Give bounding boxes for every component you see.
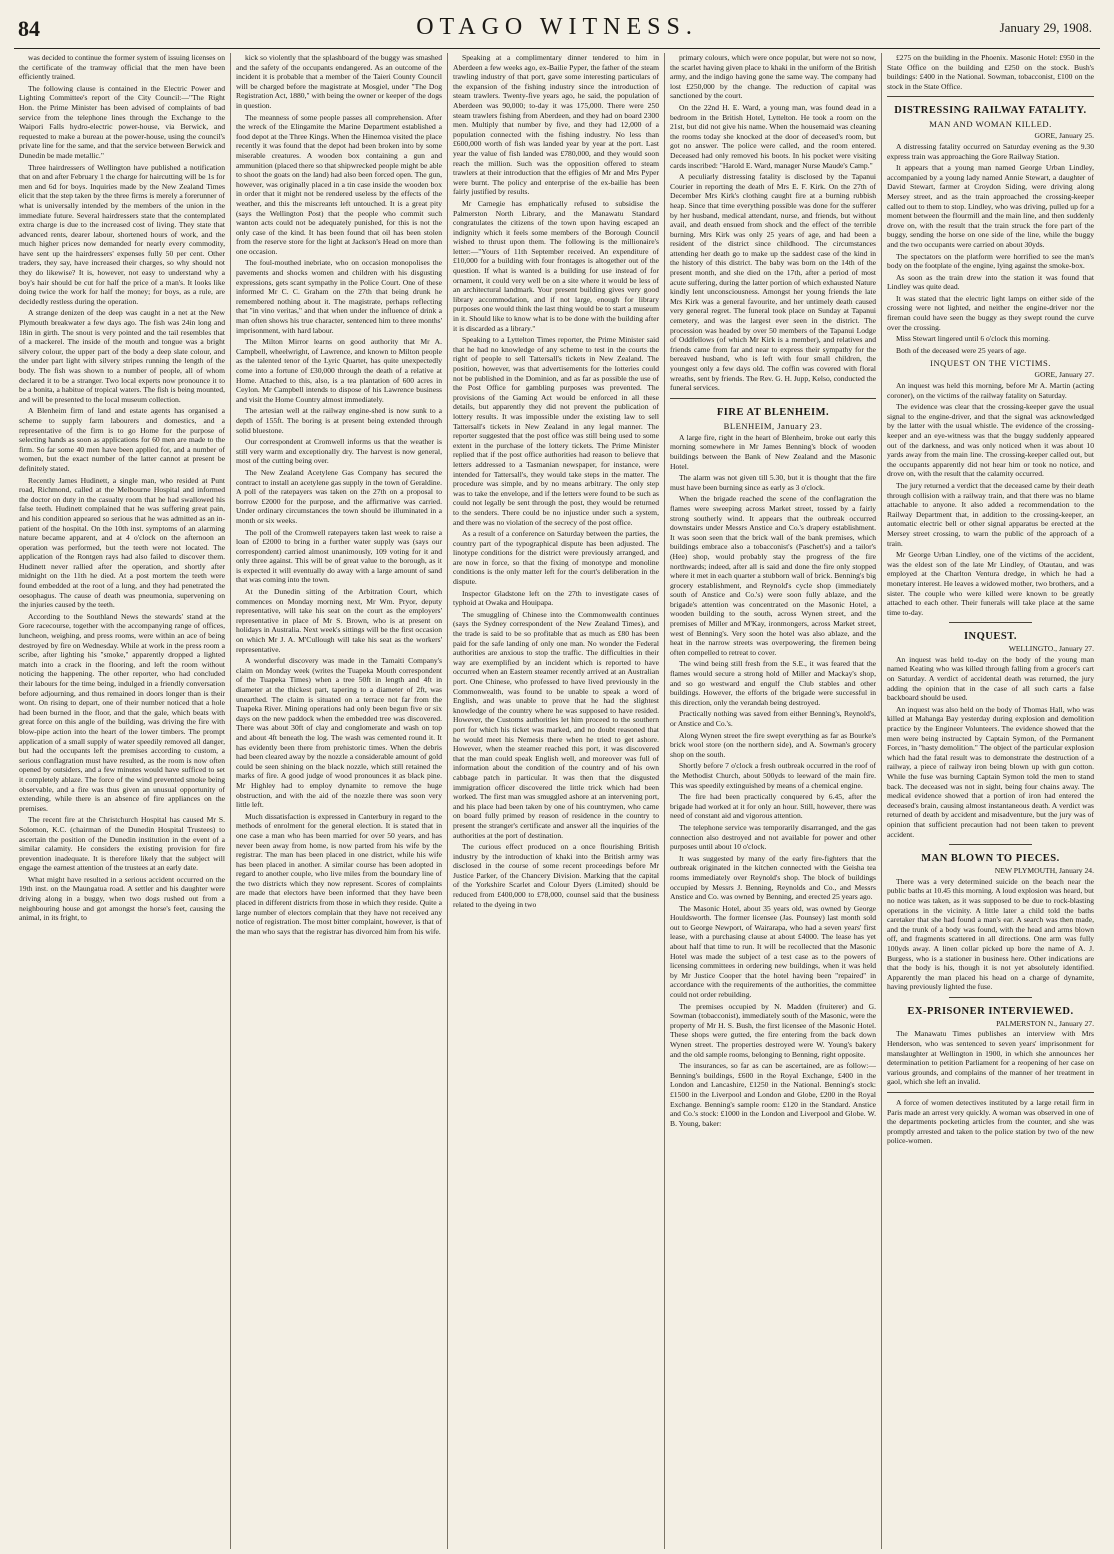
newspaper-title: OTAGO WITNESS. bbox=[416, 14, 698, 40]
news-paragraph: A distressing fatality occurred on Saturday evening as the 9.30 express train was approaching the Gore Railway Station. bbox=[887, 141, 1094, 161]
section-rule bbox=[949, 622, 1032, 623]
news-paragraph: kick so violently that the splashboard of the buggy was smashed and the safety of the occupants endangered. As an outcome of the incident it is probable that a member of the Taieri County Council will be charged before the magistrate at Mosgiel, under "The Dog Registration Act, 1880," with being the owner or keeper of the dogs in question. bbox=[236, 53, 442, 110]
news-paragraph: Shortly before 7 o'clock a fresh outbreak occurred in the roof of the Methodist Church, about 500yds to leeward of the main fire. This was speedily extinguished by means of a chemical engine. bbox=[670, 761, 876, 790]
issue-date: January 29, 1908. bbox=[999, 20, 1092, 35]
column-4-news bbox=[670, 53, 876, 393]
column-5 bbox=[882, 53, 1099, 1549]
news-paragraph: The meanness of some people passes all comprehension. After the wreck of the Elingamite the Marine Department established a food depot at the Three Kings. When the Hinemoa visited the place recently it was found that the depot had been broken into by some miserable creatures. A wooden box containing a gun and ammunition (placed there so that shipwrecked people might be able to shoot the goats on the land) had also been forced open. The gun, however, was originally placed in a tin case inside the wooden box in order that it might not be rendered useless by the effects of the weather, and this the miscreants left untouched. It is a great pity (says the Wellington Post) that the people who commit such wanton acts could not be adequately punished, for this is not the only case of the kind. It has been found that oil has been stolen from the reserve store for the light at Jackson's Head on more than one occasion. bbox=[236, 112, 442, 256]
news-paragraph: The recent fire at the Christchurch Hospital has caused Mr S. Solomon, K.C. (chairman of the Dunedin Hospital Trustees) to ascertain the position of the Dunedin institution in the event of a similar calamity. He considers the existing provision for fire prevention inadequate. It is therefore likely that the subject will engage the earnest attention of the trustees at an early date. bbox=[19, 815, 225, 873]
news-paragraph: A strange denizen of the deep was caught in a net at the New Plymouth breakwater a few days ago. The fish was 24in long and 18in in girth. The snout is very pointed and the tail resembles that of a mackerel. The inside of the mouth and tongue was a bright silvery colour, the upper part of the body a deep slate colour, and the under part light with silvery stripes running the length of the body. The fish was shown to a number of people, all of whom declared it to be a stranger. Two local experts now pronounce it to be a bonita, a habitue of tropical waters. The fish is being mounted, and will be presented to the local museum collection. bbox=[19, 308, 225, 404]
page-number: 84 bbox=[18, 16, 40, 41]
inquest-victims-heading: INQUEST ON THE VICTIMS. bbox=[930, 358, 1051, 369]
news-paragraph: A peculiarly distressing fatality is disclosed by the Tapanui Courier in reporting the death of Mrs E. F. Kirk. On the 27th of December Mrs Kirk's clothing caught fire at a burning rubbish heap. Since that time everything possible was done for the sufferer by her husband, medical attendant, nurse, and friends, but without avail, and death ensued from shock and the effect of the terrible burning. Mrs Kirk was only 25 years of age, and had been a resident of the district since childhood. The circumstances attending her death go to make up the saddest case of the kind in the history of this district. The baby was born on the 14th of the present month, and she died on the 17th, after a period of most acute suffering, during the latter portion of which exhausted Nature kindly lent unconsciousness. Amongst her young friends the late Mrs Kirk was a general favourite, and her untimely death caused very general regret. The funeral took place on Sunday at Tapanui cemetery, and was the largest ever seen in the district. The procession was headed by over 50 members of the Tapanui Lodge of Oddfellows (of which Mr Kirk is a member), and relatives and friends came from far and near to express their sympathy for the bereaved husband, who is left with four small children, the youngest only a few days old. The coffin was covered with floral wreaths, sent by friends. The Rev. G. H. Jupp, Kelso, conducted the funeral services. bbox=[670, 172, 876, 393]
news-paragraph: The following clause is contained in the Electric Power and Lighting Committee's report of the City Council:—"The Right Hon. the Prime Minister has been advised of complaints of bad service from the telephone lines through the Exchange to the Waipori Falls hydro-electric power-house, via Berwick, and requested to make a bureau at the power-house, using the council's private line for the same, and that the service between Berwick and Dunedin be made metallic." bbox=[19, 83, 225, 160]
news-paragraph: primary colours, which were once popular, but were not so now, the scarlet having given place to khaki in the uniform of the British army, and the indigo having gone the same way. The company had lost £250,000 by the change. The reduction of capital was sanctioned by the court. bbox=[670, 53, 876, 101]
news-paragraph: There was a very determined suicide on the beach near the public baths at 10.45 this morning. A loud explosion was heard, but no notice was taken, as it was supposed to be due to rock-blasting operations in the vicinity. A little later a child told the baths caretaker that she had found a man's ear. A search was then made, and the trunk of a body was found, with the head and arms blown off, and fragments scattered in all directions. One arm was fully 100yds away. A linen collar picked up bore the name of A. J. Burgess, who is a stationer in business here. Other indications are that the body is his, though it is not yet absolutely identified. Apparently the man placed his head on a charge of dynamite, having previously lighted the fuse. bbox=[887, 876, 1094, 992]
news-paragraph: Recently James Hudinett, a single man, who resided at Punt road, Richmond, called at the Melbourne Hospital and informed the doctor on duty in the casualty room that he had swallowed his false teeth. Hudinett complained that he was suffering great pain, and his condition appeared so serious that he was admitted as an in-patient of the hospital. On the 10th inst. symptoms of an alarming nature became apparent, and at 4 o'clock on the afternoon an operation was performed, but the teeth were not located. The application of the Rontgen rays had also failed to discover them. Hudinett never rallied after the operation, and shortly after midnight on the 11th he died. At a post mortem the teeth were found embedded at the root of a lung, and they had penetrated the oesophagus. The cause of death was pneumonia, supervening on the injuries caused by the teeth. bbox=[19, 475, 225, 610]
news-paragraph: Our correspondent at Cromwell informs us that the weather is still very warm and exceptionally dry. The harvest is now general, most of the cutting being over. bbox=[236, 437, 442, 466]
fire-at-blenheim-heading: FIRE AT BLENHEIM. bbox=[716, 406, 830, 418]
news-paragraph: Three hairdressers of Wellington have published a notification that on and after February 1 the charge for haircutting will be 1s for men and 6d for boys. Inquiries made by the New Zealand Times elicit that the step taken by the three firms is merely a forerunner of what is universally intended by the members of the union in the immediate future. Several hairdressers state that the contemplated extra charge is due to the increased cost of living. They state that advanced rents, dearer labour, shortened hours of work, and the much higher prices now demanded for nearly every commodity, have sent up the hairdressers' expenses fully 50 per cent. Other traders, they say, have increased their charges, so why should not they do likewise? It is, however, not easy to understand why a boy's hair should be cut for half the price of a man's. It looks like doing twice the work for half the money; for boys, as a rule, are decidedly restless during the operation. bbox=[19, 162, 225, 306]
news-paragraph: It was suggested by many of the early fire-fighters that the outbreak originated in the kitchen connected with the Geisha tea rooms immediately over Reynold's shop. The block of buildings occupied by Messrs J. Benning, Reynolds and Co., and Messrs Anstice and Co. was owned by Benning, and erected 25 years ago. bbox=[670, 853, 876, 902]
section-rule bbox=[949, 997, 1032, 998]
news-paragraph: The artesian well at the railway engine-shed is now sunk to a depth of 155ft. The boring is at present being extended through solid bluestone. bbox=[236, 406, 442, 435]
news-paragraph: Speaking at a complimentary dinner tendered to him in Aberdeen a few weeks ago, ex-Bailie Pyper, the father of the steam trawling industry of that port, gave some interesting particulars of the expansion of the fishing industry since the introduction of steam trawlers. Twenty-five years ago, he said, the population of Aberdeen was 90,000; to-day it was 175,000. There were 250 steam trawlers fishing from Aberdeen, and they had on board 2300 men. Multiply that number by five, and they had 12,000 of a population connected with the fishing industry. No less than £600,000 worth of fish was landed year by year at the port. Last year the value of fish landed was £780,000, and they would soon reach the million. Such was the opposition offered to steam trawlers at their introduction that the effigies of Mr and Mrs Pyper were burnt. The policy and enterprise of the ex-bailie has been fairly justified by results. bbox=[453, 53, 659, 197]
news-paragraph: The premises occupied by N. Madden (fruiterer) and G. Sowman (tobacconist), immediately south of the Masonic, were the property of Mr H. S. Bush, the first licensee of the Masonic Hotel. These shops were gutted, the fire entering from the back down Wynen street. The properties destroyed were W. Young's bakery and the old sample rooms, belonging to Benning, right opposite. bbox=[670, 1001, 876, 1059]
railway-fatality-dateline: GORE, January 25. bbox=[1034, 131, 1094, 141]
inquest-victims-dateline: GORE, January 27. bbox=[1034, 370, 1094, 380]
man-blown-dateline: NEW PLYMOUTH, January 24. bbox=[994, 866, 1094, 876]
inquest-heading: INQUEST. bbox=[963, 631, 1018, 643]
news-paragraph: A large fire, right in the heart of Blenheim, broke out early this morning somewhere in Mr James Benning's block of wooden buildings between the Bank of New Zealand and the Masonic Hotel. bbox=[670, 432, 876, 471]
news-paragraph: The jury returned a verdict that the deceased came by their death through collision with a railway train, and that there was no blame attachable to anyone. It also added a recommendation to the Railway Department that, in addition to the crossing-keeper, an automatic electric bell or other signal apparatus be erected at the Mersey street crossing, to warn the public of the approach of a train. bbox=[887, 480, 1094, 548]
ex-prisoner-dateline: PALMERSTON N., January 27. bbox=[996, 1018, 1094, 1028]
news-paragraph: According to the Southland News the stewards' stand at the Gore racecourse, together with the accompanying range of offices, luncheon, weighing, and press rooms, were within an ace of being destroyed by fire on Wednesday. While at work in the press room a scribe, after lighting his "smoke," apparently dropped a lighted match into a crack in the flooring, and left the room without noticing the happening. The other reporter, who had concluded their labours for the time being, indulged in a friendly conversation before adjourning, and thus remained in doors longer than is their wont. On rising to depart, one of their number noticed that a hole had been burned in the floor, and that the gale, which beats with great force on this angle of the building, was driving the fire with blow-pipe action into the heart of the lower timbers. The prompt application of a small supply of water speedily removed all danger, but had the occupants left the premises according to custom, a serious conflagration must have resulted, as the room is now often opened by outsiders, and a few minutes would have sufficed to set it completely ablaze. The force of the wind prevented smoke being observable, and a fire was thus given an unusual opportunity of extending, while there is an absence of fire appliances on the premises. bbox=[19, 611, 225, 813]
news-paragraph: The smuggling of Chinese into the Commonwealth continues (says the Sydney correspondent of the New Zealand Times), and the trade is said to be so profitable that as much as £80 has been paid for the safe landing of only one man. No wonder the Federal authorities are anxious to stop the traffic. The difficulties in their way are exemplified by an incident which is reported to have occurred when an Eastern steamer recently arrived at an Australian port. One Chinese, who professed to have lived previously in the Commonwealth, was found to be unable to speak a word of English, and was unable to prove that he had the slightest knowledge of the country where he was supposed to have resided. However, the Customs authorities let him proceed to the southern port for which his ticket was marked, and no doubt reasoned that he would meet his Nemesis there when he tried to get ashore. However, when the steamer reached this port, it was discovered that the man could speak English well, and moreover was full of information about the condition of the country and of his own cabbage patch in particular. It was then that the disgusted immigration officer discovered the little trick which had been worked. The first man was smuggled ashore at an intervening port, and his place had been taken by one of his countrymen, who came on board fully primed by reason of residence in the country to present the stranger's certificate and answer all the inquiries of the authorities at the port of destination. bbox=[453, 609, 659, 840]
news-paragraph: The fire had been practically conquered by 6.45, after the brigade had worked at it for only an hour. Still, however, there was need of constant aid and vigorous attention. bbox=[670, 792, 876, 821]
news-paragraph: The telephone service was temporarily disarranged, and the gas connection also destroyed and not available for power and other purposes until about 10 o'clock. bbox=[670, 822, 876, 852]
news-paragraph: An inquest was also held on the body of Thomas Hall, who was killed at Mahanga Bay yesterday during explosion and demolition practice by the Engineer Volunteers. The evidence showed that the men were being instructed by Captain Symon, of the Permanent Forces, in "hasty demolition." The object of the particular explosion which had the fatal result was to demonstrate the destruction of a railway, a piece of railway iron being blown up with gun cotton. While the fuse was burning Captain Symon told the men to stand back. The deceased was not in sight, being four chains away. The medical evidence showed that a portion of iron had entered the deceased's brain, causing almost instantaneous death. A verdict was returned of death by accident and misadventure, but the jury was of opinion that sufficient precaution had not been taken to prevent accident. bbox=[887, 704, 1094, 839]
news-paragraph: An inquest was held to-day on the body of the young man named Keating who was killed through falling from a grocer's cart on Saturday. A verdict of accidental death was returned, the jury adding the opinion that in the case of all such carts a false backboard should be used. bbox=[887, 654, 1094, 703]
news-paragraph: As soon as the train drew into the station it was found that Lindley was quite dead. bbox=[887, 272, 1094, 292]
news-paragraph: The Masonic Hotel, about 35 years old, was owned by George Houldsworth. The former licensee (Jas. Pounsey) last month sold out to George Newport, of Wairarapa, who had a seven years' first lease, with a purchasing clause at about £4000. The lease has yet about half that time to run. It will be recollected that the Masonic Hotel was made the subject of a test case as to the powers of licensing committees in ordering new buildings, when it was held by Mr Justice Cooper that the hotel having been "repaired" in accordance with the requirements of the authorities, the committee could not order rebuilding. bbox=[670, 903, 876, 1000]
news-paragraph: Along Wynen street the fire swept everything as far as Bourke's brick wool store (on the northern side), and A. Sowman's grocery shop on the south. bbox=[670, 730, 876, 759]
news-paragraph: On the 22nd H. E. Ward, a young man, was found dead in a bedroom in the British Hotel, Lyttelton. He took a room on the 21st, but did not give his name. When the housemaid was cleaning the rooms today she knocked at the door of deceased's room, but got no answer. The police were called, and the room entered. Deceased had only removed his boots. In his pocket were visiting cards inscribed: "Harold E. Ward, manager Nurse Maude's Camp." bbox=[670, 102, 876, 170]
news-paragraph: As a result of a conference on Saturday between the parties, the country part of the typographical dispute has been adjusted. The linotype conditions for the district were previously arranged, and are now in force, so that the fixing of monotype and monoline conditions is the only matter left for the court's deliberation in the dispute. bbox=[453, 529, 659, 587]
news-paragraph: When the brigade reached the scene of the conflagration the flames were sweeping across Market street, tossed by a fairly strong southerly wind. It appears that the outbreak occurred downstairs under Messrs Anstice and Co.'s drapery establishment. It was soon seen that the brick wall of the bank premises, which buildings embrace also a tobacconist's (Paschett's) and a tailor's (Hee) shop, would probably stay the progress of the fire northwards; indeed, after all is said and done the fire only stopped where it met in each quarter a stubborn wall of brick. Benning's big grocery establishment, and Reynold's cycle shop (immediately south of Anstice and Co.'s) were soon fully ablaze, and the brigade's attention was concentrated on the Masonic Hotel, a wooden building to the south, across Wynen street, and the premises of Miller and M'Kay, ironmongers, across Market street, west of Benning's. Very soon the hotel was also ablaze, and the heat in the narrow streets was overpowering, the firemen being often compelled to retreat to cover. bbox=[670, 494, 876, 657]
inquest-dateline: WELLINGTO., January 27. bbox=[1008, 644, 1094, 654]
column-1 bbox=[14, 53, 231, 1549]
news-paragraph: The alarm was not given till 5.30, but it is thought that the fire must have been burning since as early as 3 o'clock. bbox=[670, 473, 876, 492]
news-paragraph: The Manawatu Times publishes an interview with Mrs Henderson, who was sentenced to seven years' imprisonment for manslaughter at Wellington in 1900, in which she announces her determination to petition Parliament for a reopening of her case on various grounds, and complains of the manner of her treatment in gaol, which she left an invalid. bbox=[887, 1029, 1094, 1087]
news-paragraph: The wind being still fresh from the S.E., it was feared that the flames would secure a strong hold of Miller and Mackay's shop, and so go westward and engulf the Club stables and other buildings. However, the efforts of the brigade were successful in this direction, only the verandah being destroyed. bbox=[670, 659, 876, 707]
news-paragraph: Practically nothing was saved from either Benning's, Reynold's, or Anstice and Co.'s. bbox=[670, 709, 876, 728]
column-4 bbox=[665, 53, 882, 1549]
man-blown-body bbox=[887, 877, 1094, 992]
news-paragraph: The New Zealand Acetylene Gas Company has secured the contract to install an acetylene gas supply in the town of Geraldine. A poll of the ratepayers was taken on the 27th on a proposal to borrow £2000 for the purpose, and the affirmative was carried. Under ordinary circumstances the town should be illuminated in a month or six weeks. bbox=[236, 467, 442, 525]
columns bbox=[14, 53, 1100, 1549]
news-paragraph: The insurances, so far as can be ascertained, are as follow:—Benning's buildings, £600 in the Royal Exchange, £400 in the London and Lancashire, £1250 in the National. Benning's stock: £1500 in the Liverpool and London and Globe, £200 in the Royal Exchange. Benning's sample room: £120 in the Standard. Anstice and Co.'s stock: £1000 in the London and Liverpool and Globe. W. B. Young, baker: bbox=[670, 1061, 876, 1128]
news-paragraph: The foul-mouthed inebriate, who on occasion monopolises the pavements and shocks women and children with his disgusting expressions, gets scant sympathy in the Police Court. One of these informed Mr C. C. Graham on the 27th that being drunk he remembered nothing about it. The magistrate, perhaps reflecting that "in vino veritas," and that when under the influence of drink a man often shows his true character, sentenced him to three months' imprisonment, with hard labour. bbox=[236, 258, 442, 335]
railway-fatality-subheading: MAN AND WOMAN KILLED. bbox=[929, 119, 1052, 130]
section-rule bbox=[670, 398, 876, 399]
column-2 bbox=[231, 53, 448, 1549]
ex-prisoner-body bbox=[887, 1029, 1094, 1087]
inquest-victims-body bbox=[887, 381, 1094, 617]
news-paragraph: Mr George Urban Lindley, one of the victims of the accident, was the eldest son of the late Mr Lindley, of Otautau, and was employed at the Charlton Ventura dredge, in which he had a monetary interest. He leaves a widowed mother, two brothers, and a sister. The couple who were killed were known to be greatly attached to each other. Their funerals will take place at the same time to-day. bbox=[887, 550, 1094, 617]
fire-at-blenheim-dateline: BLENHEIM, January 23. bbox=[723, 420, 823, 431]
paris-detectives-paragraph: A force of women detectives instituted by a large retail firm in Paris made an arrest very quickly. A woman was observed in one of the departments pocketing articles from the counter, and she was promptly arrested and taken to the police station by two of the new police-women. bbox=[887, 1098, 1094, 1146]
section-rule bbox=[887, 1092, 1094, 1093]
news-paragraph: The evidence was clear that the crossing-keeper gave the usual signal to the engine-driver, and that the signal was acknowledged by the latter with the usual whistle. The evidence of the crossing-keeper and an eye-witness was that the buggy suddenly appeared out of the darkness, and was only noticed when it was about 10 yards away from the main line. The crossing-keeper called out, but the occupants apparently did not hear him or took no notice, and drove on, with the result that the calamity occurred. bbox=[887, 402, 1094, 479]
news-paragraph: Miss Stewart lingered until 6 o'clock this morning. bbox=[896, 334, 1051, 344]
news-paragraph: Both of the deceased were 25 years of age. bbox=[896, 345, 1027, 355]
column-3 bbox=[448, 53, 665, 1549]
railway-fatality-heading: DISTRESSING RAILWAY FATALITY. bbox=[894, 105, 1087, 117]
section-rule bbox=[887, 96, 1094, 97]
fire-at-blenheim-body bbox=[670, 433, 876, 1129]
masthead bbox=[14, 8, 1100, 49]
news-paragraph: A Blenheim firm of land and estate agents has organised a scheme to supply farm labourers and domestics, and a representative of the firm is to go Home for the purpose of selecting hands as soon as applications for 60 men are made to the firm. So far some 40 men have been applied for, and a number of women, but the exact number of the latter cannot at present be definitely stated. bbox=[19, 406, 225, 473]
news-paragraph: What might have resulted in a serious accident occurred on the 19th inst. on the Maungatua road. A settler and his daughter were driving along in a buggy, when two dogs rushed out from a neighbouring house and got amongst the horse's feet, causing the animal, in its fright, to bbox=[19, 874, 225, 923]
news-paragraph: An inquest was held this morning, before Mr A. Martin (acting coroner), on the victims of the railway fatality on Saturday. bbox=[887, 381, 1094, 400]
railway-fatality-body bbox=[887, 142, 1094, 355]
news-paragraph: Speaking to a Lyttelton Times reporter, the Prime Minister said that he had no knowledge of any scheme to test in the courts the right of people to sell Tattersall's tickets in New Zealand. The position, however, was that advertisements for the lotteries could not be published in the Dominion, and as far as possible the use of the Post Office for gambling purposes was prevented. The provisions of the Gaming Act would be enforced in all these details, but apparently they did not prevent the publication of lottery results. It was impossible under the existing law to sell Tattersall's tickets in New Zealand in any legal manner. The reporter suggested that the post office was still being used to some extent in the purchase of the lottery tickets. The Prime Minister replied that if the post office authorities had reason to believe that letters addressed to a Tasmanian newspaper, for instance, were intended for Tattersall's, they would take steps in the matter. The procedure was simple, and by no means arbitrary. The only step was to take the envelope, and if the letters were found to be such as could not legally be sent through the post, they would be returned to the senders. There could be no injustice under such a system, and there was no violation of the secrecy of the post office. bbox=[453, 335, 659, 527]
news-paragraph: A wonderful discovery was made in the Tamaiti Company's claim on Monday week (writes the Tuapeka Mouth correspondent of the Tuapeka Times) when a tree 50ft in length and 4ft in diameter at the thickest part, tapering to a diameter of 2ft, was unearthed. The claim is situated on a terrace not far from the Tuapeka River. Mining operations had only been begun five or six days on the new paddock when the embedded tree was discovered. There was about 30ft of clay and conglomerate and wash on top and about 4ft beneath the log. The wash was cemented round it. It has evidently been there from prehistoric times. When the debris had been cleared away by the nozzle a considerable amount of gold could be seen shining on the black nozzle, which still retained the marks of fire. A good judge of wood pronounces it as black pine. Mr Highley had to employ dynamite to remove the huge obstruction, and with the aid of the nozzle there was soon very little left. bbox=[236, 656, 442, 810]
news-paragraph: Much dissatisfaction is expressed in Canterbury in regard to the methods of enrolment for the general election. It is stated that in one case a man who has been married for over 50 years, and has never been away from home, is now parted from his wife by the registrar. The man has been placed in one district, while his wife has been placed in another. A similar course has been adopted in regard to another couple, who live miles from the boundary line of the two districts which they now represent. Scores of complaints are made that electors have been informed that they have been placed in different districts from those in which they reside. Quite a large number of electors complain that they have not received any notice of registration. The most bitter complaint, however, is that of the man who says that the registrar has divorced him from his wife. bbox=[236, 811, 442, 936]
insurance-continuation: £275 on the building in the Phoenix. Masonic Hotel: £950 in the State Office on the building and £250 on the stock. Bush's buildings: £400 in the National. Sowman, tobacconist, £100 on the stock in the State Office. bbox=[887, 53, 1094, 91]
news-paragraph: was decided to continue the former system of issuing licenses on the certificate of the tramway official that the men have been efficiently trained. bbox=[19, 53, 225, 82]
news-paragraph: Inspector Gladstone left on the 27th to investigate cases of typhoid at Owaka and Houipapa. bbox=[453, 588, 659, 608]
news-paragraph: It appears that a young man named George Urban Lindley, accompanied by a young lady named Annie Stewart, a daughter of David Stewart, farmer at Croydon Siding, were driving along Mersey street, and as the train approached the crossing-keeper called out to them to stop. Lindley, who was driving, pulled up for a moment between the flourmill and the main line, and then suddenly drove on, with the result that the train struck the fore part of the buggy, sending the horse on one side of the line, while the buggy and the two occupants were carried on about 30yds. bbox=[887, 163, 1094, 249]
section-rule bbox=[949, 844, 1032, 845]
news-paragraph: The curious effect produced on a once flourishing British industry by the introduction of khaki into the British army was disclosed in the course of some recent proceedings before Mr Justice Parker, of the Chancery Division. Marking that the capital of the Yorkshire Scarlet and Colour Dyers (Limited) should be reduced from £400,000 to £78,000, counsel said that the business related to the dyeing in two bbox=[453, 842, 659, 909]
news-paragraph: The Milton Mirror learns on good authority that Mr A. Campbell, wheelwright, of Lawrence, and known to Milton people as the talented tenor of the Lyric Quartet, has quite unexpectedly come into a fortune of £30,000 through the death of a relative at Home. Attached to this, also, is a tea plantation of 600 acres in Ceylon. Mr Campbell intends to dispose of his Lawrence business and visit the Home Country almost immediately. bbox=[236, 337, 442, 404]
news-paragraph: The poll of the Cromwell ratepayers taken last week to raise a loan of £2000 to bring in a further water supply was (says our correspondent) carried almost unanimously, 109 voting for it and only three against. This will be of great value to the borough, as it is expected it will eventually do away with a large amount of sand that was coming into the town. bbox=[236, 527, 442, 585]
man-blown-heading: MAN BLOWN TO PIECES. bbox=[921, 853, 1060, 865]
ex-prisoner-heading: EX-PRISONER INTERVIEWED. bbox=[907, 1005, 1074, 1017]
news-paragraph: The spectators on the platform were horrified to see the man's body on the footplate of the engine, lying against the smoke-box. bbox=[887, 251, 1094, 271]
inquest-body bbox=[887, 655, 1094, 839]
news-paragraph: Mr Carnegie has emphatically refused to subsidise the Palmerston North Library, and the Manawatu Standard congratulates the citizens of the town upon having escaped an indignity which it feels some members of the Borough Council wished to thrust upon them. The following is the millionaire's letter:—"Yours of 11th September received. An expenditure of £10,000 for a building with four frontages is altogether out of the question. If what is wanted is a building for use instead of for ornament, it could very well be on a site where it would be less of an architectural landmark. Your present building gives very good library accommodation, and if not large, enough for library purposes one would think the last thing would be to start a museum in it. Should like to know what is to be done with the building after it is discarded as a library." bbox=[453, 198, 659, 333]
news-paragraph: At the Dunedin sitting of the Arbitration Court, which commences on Monday morning next, Mr Wm. Pryor, deputy representative, will take his seat on the court as the employers' representative in place of Mr S. Brown, who is at present on holidays in Australia. Next week's sittings will be the first occasion on which Mr J. A. M'Cullough will take his seat as the workers' representative. bbox=[236, 587, 442, 654]
news-paragraph: It was stated that the electric light lamps on either side of the crossing were not lighted, and neither the engine-driver nor the fireman could have seen the buggy as they swept round the curve over the crossing. bbox=[887, 293, 1094, 332]
